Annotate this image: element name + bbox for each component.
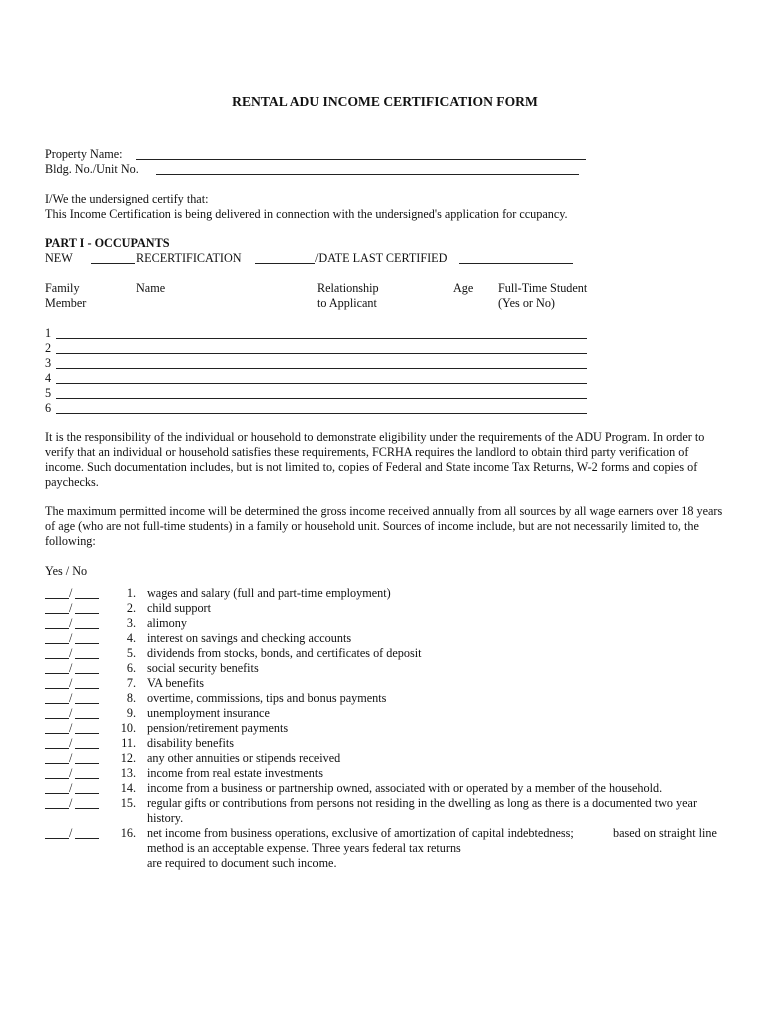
responsibility-paragraph: It is the responsibility of the individual or household to demonstrate eligibility under the requirements of the ADU Program. In order to verify that an individual or household satisfies these requirements, FCRHA requires the landlord to obtain third party verification of income. Such documentation includes, but is not limited to, copies of Federal and State income Tax Returns, W-2 forms and copies of paychecks. [45,430,705,489]
occupant-row-num: 2 [45,341,52,355]
col-age: Age [453,281,474,295]
item-number: 6. [126,661,136,675]
item-number: 2. [126,601,136,615]
col-relationship-1: Relationship [317,281,379,295]
yes-no-blank[interactable]: / [45,631,101,646]
col-family-2: Member [45,296,87,310]
item-number: 13. [120,766,136,780]
item-text-continued: history. [147,811,184,825]
item-number: 1. [126,586,136,600]
occupant-row-num: 5 [45,386,52,400]
new-label: NEW [45,251,73,265]
occupant-row-line[interactable] [56,383,587,384]
item-text: regular gifts or contributions from persons not residing in the dwelling as long as there is a documented two year [147,796,698,810]
part1-heading: PART I - OCCUPANTS [45,236,170,250]
item-number: 9. [126,706,136,720]
item-text-tail: based on straight line [613,826,717,840]
new-field[interactable] [91,263,135,264]
occupant-row-num: 1 [45,326,52,340]
occupant-row-line[interactable] [56,413,587,414]
item-text: unemployment insurance [147,706,270,720]
item-number: 5. [126,646,136,660]
date-last-certified-field[interactable] [459,263,573,264]
col-family-1: Family [45,281,80,295]
item-number: 4. [126,631,136,645]
occupant-row-num: 6 [45,401,52,415]
item-text: income from a business or partnership owned, associated with or operated by a member of the household. [147,781,663,795]
item-text: overtime, commissions, tips and bonus payments [147,691,387,705]
yes-no-blank[interactable]: / [45,691,101,706]
recert-field[interactable] [255,263,315,264]
occupant-row-num: 3 [45,356,52,370]
yes-no-blank[interactable]: / [45,706,101,721]
income-paragraph: The maximum permitted income will be determined the gross income received annually from all sources by all wage earners over 18 years of age (who are not full-time students) in a family or household unit. Sources of income include, but are not necessarily limited to, the following: [45,504,723,548]
certify-line-1: I/We the undersigned certify that: [45,192,209,206]
property-name-label: Property Name: [45,147,123,161]
item-number: 10. [120,721,136,735]
yes-no-blank[interactable]: / [45,646,101,661]
date-last-certified-label: /DATE LAST CERTIFIED [315,251,448,265]
occupant-row-num: 4 [45,371,52,385]
occupant-row-line[interactable] [56,353,587,354]
item-number: 11. [121,736,136,750]
occupant-row-line[interactable] [56,398,587,399]
item-number: 8. [126,691,136,705]
form-title: RENTAL ADU INCOME CERTIFICATION FORM [232,94,538,109]
col-relationship-2: to Applicant [317,296,377,310]
item-text: disability benefits [147,736,234,750]
item-text: income from real estate investments [147,766,323,780]
unit-label: Bldg. No./Unit No. [45,162,139,176]
item-text: alimony [147,616,187,630]
item-number: 12. [120,751,136,765]
item-number: 14. [120,781,136,795]
item-text: any other annuities or stipends received [147,751,341,765]
unit-field[interactable] [156,174,579,175]
yes-no-blank[interactable]: / [45,826,101,841]
col-student-2: (Yes or No) [498,296,555,310]
col-name: Name [136,281,166,295]
item-text: dividends from stocks, bonds, and certificates of deposit [147,646,422,660]
item-text: child support [147,601,211,615]
item-number: 7. [126,676,136,690]
yes-no-blank[interactable]: / [45,601,101,616]
yes-no-blank[interactable]: / [45,661,101,676]
yes-no-blank[interactable]: / [45,751,101,766]
yes-no-blank[interactable]: / [45,796,101,811]
occupant-row-line[interactable] [56,338,587,339]
yes-no-blank[interactable]: / [45,781,101,796]
item-text: wages and salary (full and part-time employment) [147,586,391,600]
yes-no-blank[interactable]: / [45,766,101,781]
item-number: 16. [120,826,136,840]
item-text-continued: method is an acceptable expense. Three years federal tax returns [147,841,461,855]
yes-no-blank[interactable]: / [45,736,101,751]
yes-no-label: Yes / No [45,564,88,578]
col-student-1: Full-Time Student [498,281,588,295]
item-text: net income from business operations, exclusive of amortization of capital indebtedness; [147,826,574,840]
item-number: 15. [120,796,136,810]
item-text-continued: are required to document such income. [147,856,337,870]
item-number: 3. [126,616,136,630]
yes-no-blank[interactable]: / [45,721,101,736]
occupant-row-line[interactable] [56,368,587,369]
item-text: VA benefits [147,676,204,690]
yes-no-blank[interactable]: / [45,586,101,601]
item-text: interest on savings and checking accounts [147,631,352,645]
yes-no-blank[interactable]: / [45,676,101,691]
property-name-field[interactable] [136,159,586,160]
recert-label: RECERTIFICATION [136,251,242,265]
yes-no-blank[interactable]: / [45,616,101,631]
item-text: social security benefits [147,661,259,675]
item-text: pension/retirement payments [147,721,289,735]
certify-line-2: This Income Certification is being delivered in connection with the undersigned's application for ccupancy. [45,207,568,221]
